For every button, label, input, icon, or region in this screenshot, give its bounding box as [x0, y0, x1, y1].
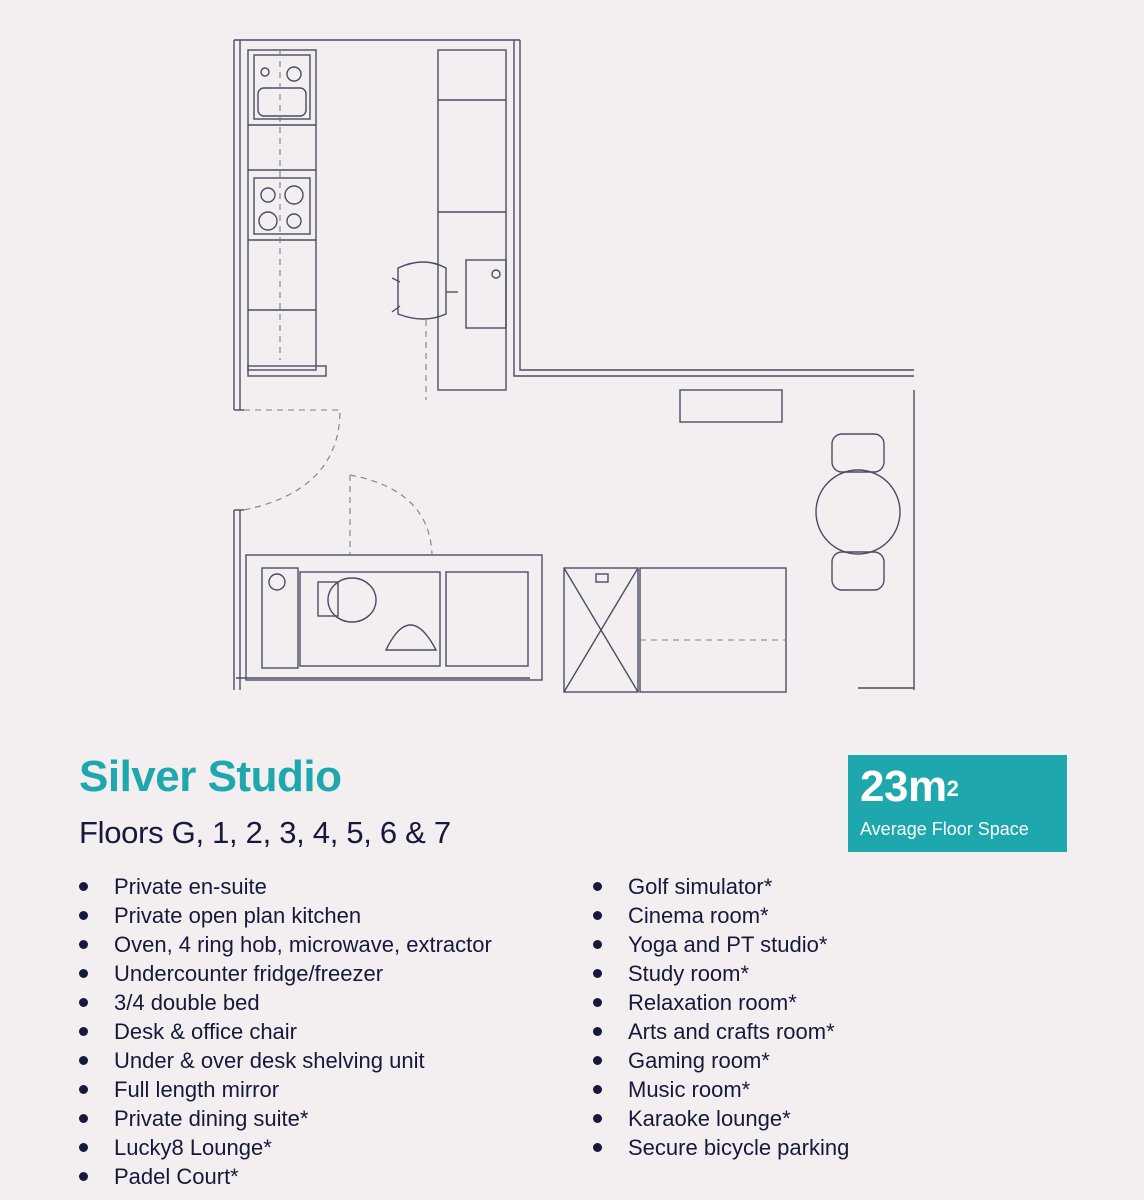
list-item: Desk & office chair [79, 1017, 492, 1046]
apartment-features-list [79, 872, 492, 1191]
list-item: Private en-suite [79, 872, 492, 901]
list-item: Full length mirror [79, 1075, 492, 1104]
list-item: Music room* [593, 1075, 849, 1104]
list-item: Secure bicycle parking [593, 1133, 849, 1162]
list-item: Private dining suite* [79, 1104, 492, 1133]
floor-area-label: Average Floor Space [860, 819, 1029, 839]
list-item: Oven, 4 ring hob, microwave, extractor [79, 930, 492, 959]
building-amenities-list [593, 872, 849, 1162]
floor-area-unit-superscript: 2 [946, 776, 959, 801]
list-item: Relaxation room* [593, 988, 849, 1017]
list-item: Lucky8 Lounge* [79, 1133, 492, 1162]
floor-area-badge [848, 755, 1067, 852]
list-item: Study room* [593, 959, 849, 988]
page-title: Silver Studio [79, 752, 342, 801]
list-item: Golf simulator* [593, 872, 849, 901]
floor-area-number: 23m [860, 762, 947, 811]
floors-subtitle: Floors G, 1, 2, 3, 4, 5, 6 & 7 [79, 815, 451, 850]
list-item: Yoga and PT studio* [593, 930, 849, 959]
list-item: Under & over desk shelving unit [79, 1046, 492, 1075]
list-item: 3/4 double bed [79, 988, 492, 1017]
list-item: Arts and crafts room* [593, 1017, 849, 1046]
list-item: Undercounter fridge/freezer [79, 959, 492, 988]
list-item: Private open plan kitchen [79, 901, 492, 930]
list-item: Gaming room* [593, 1046, 849, 1075]
list-item: Karaoke lounge* [593, 1104, 849, 1133]
list-item: Padel Court* [79, 1162, 492, 1191]
floor-area-value [860, 761, 1067, 813]
list-item: Cinema room* [593, 901, 849, 930]
